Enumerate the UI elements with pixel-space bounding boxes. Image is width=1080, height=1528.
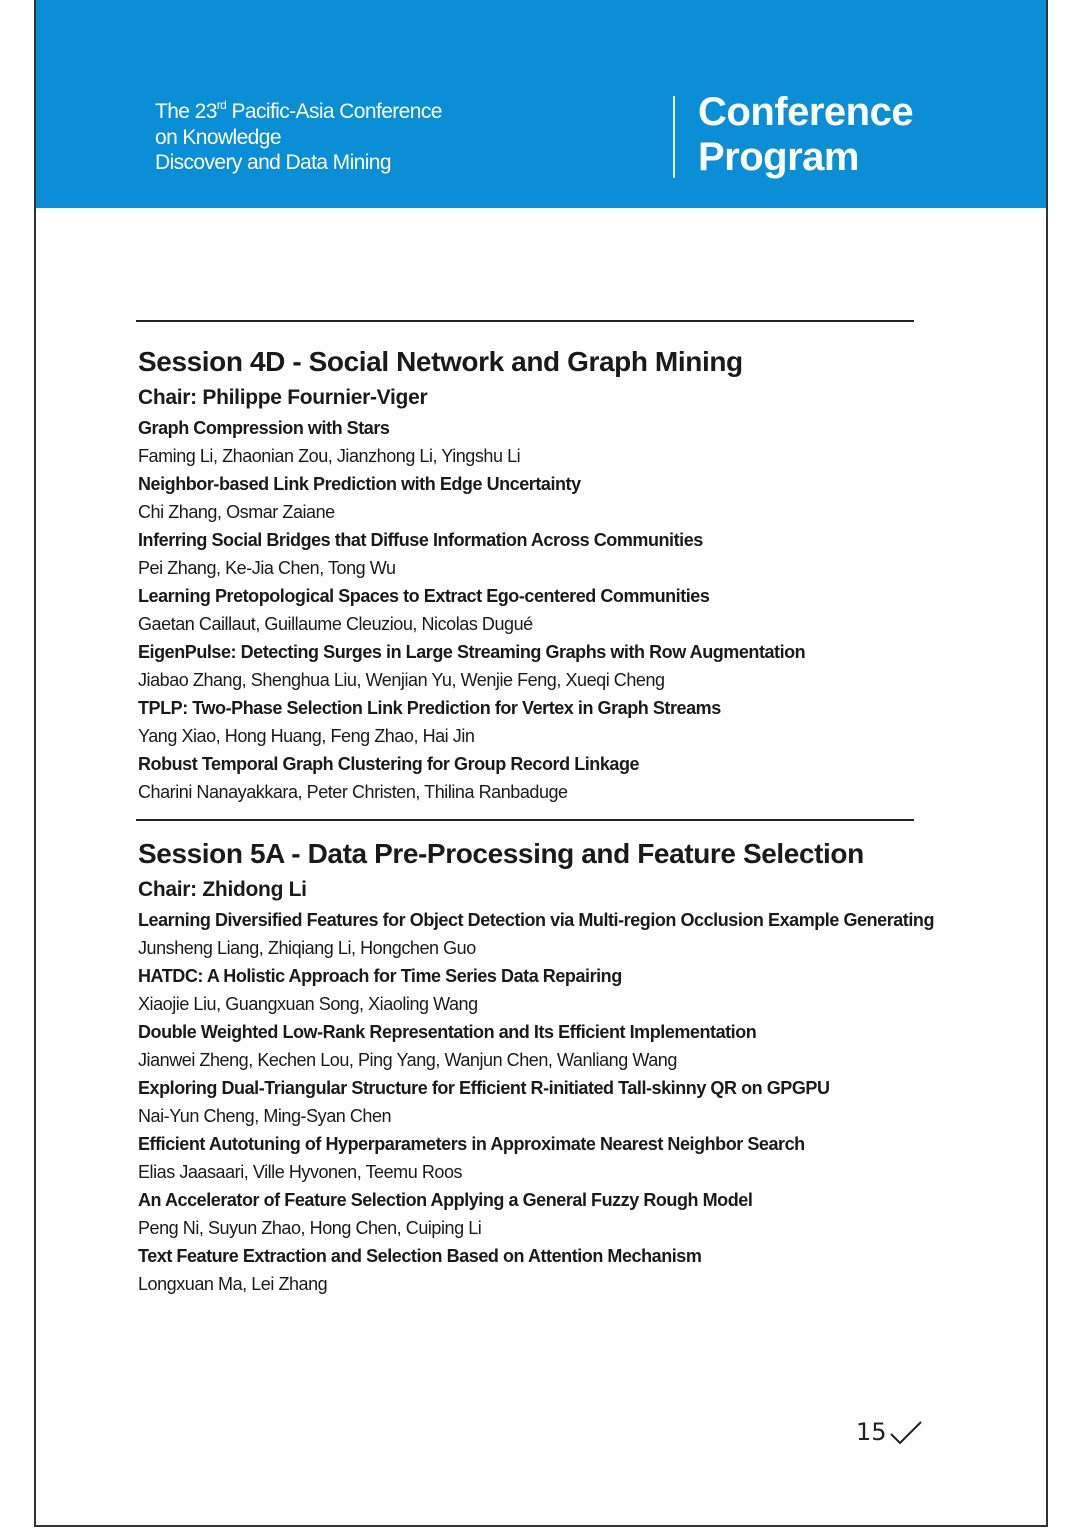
- session-chair: Chair: Philippe Fournier-Viger: [138, 386, 428, 409]
- session-title: Session 4D - Social Network and Graph Mining: [138, 346, 743, 377]
- header-divider: [673, 96, 675, 178]
- program-title: [698, 90, 913, 180]
- program-page: [34, 0, 1048, 1527]
- paper-title: Learning Diversified Features for Object Detection via Multi-region Occlusion Example Generating: [138, 910, 934, 930]
- paper-title: Inferring Social Bridges that Diffuse Information Across Communities: [138, 530, 703, 550]
- conference-name: [155, 99, 442, 176]
- paper-title: Text Feature Extraction and Selection Based on Attention Mechanism: [138, 1246, 702, 1266]
- paper-authors: Nai-Yun Cheng, Ming-Syan Chen: [138, 1106, 392, 1126]
- paper-title: TPLP: Two-Phase Selection Link Prediction for Vertex in Graph Streams: [138, 698, 721, 718]
- paper-authors: Elias Jaasaari, Ville Hyvonen, Teemu Roos: [138, 1162, 463, 1182]
- paper-authors: Charini Nanayakkara, Peter Christen, Thilina Ranbaduge: [138, 782, 568, 802]
- program-title-line-2: Program: [698, 135, 859, 179]
- paper-title: HATDC: A Holistic Approach for Time Series Data Repairing: [138, 966, 622, 986]
- checkmark-icon: [889, 1420, 923, 1446]
- conference-line-3: Discovery and Data Mining: [155, 151, 391, 174]
- paper-title: Graph Compression with Stars: [138, 418, 390, 438]
- paper-authors: Faming Li, Zhaonian Zou, Jianzhong Li, Yingshu Li: [138, 446, 521, 466]
- conference-line-1: The 23: [155, 100, 217, 123]
- paper-title: Neighbor-based Link Prediction with Edge Uncertainty: [138, 474, 581, 494]
- page-number: [856, 1418, 923, 1446]
- ordinal-suffix: rd: [216, 98, 227, 112]
- section-divider: [136, 819, 914, 821]
- page-number-text: 15: [856, 1418, 887, 1446]
- paper-authors: Pei Zhang, Ke-Jia Chen, Tong Wu: [138, 558, 396, 578]
- paper-title: Robust Temporal Graph Clustering for Group Record Linkage: [138, 754, 640, 774]
- paper-title: EigenPulse: Detecting Surges in Large Streaming Graphs with Row Augmentation: [138, 642, 806, 662]
- paper-title: Exploring Dual-Triangular Structure for Efficient R-initiated Tall-skinny QR on GPGPU: [138, 1078, 830, 1098]
- session-5a: [138, 834, 938, 1298]
- paper-authors: Xiaojie Liu, Guangxuan Song, Xiaoling Wang: [138, 994, 478, 1014]
- paper-title: Efficient Autotuning of Hyperparameters in Approximate Nearest Neighbor Search: [138, 1134, 805, 1154]
- session-4d: [138, 342, 938, 806]
- paper-authors: Longxuan Ma, Lei Zhang: [138, 1274, 328, 1294]
- conference-line-2: on Knowledge: [155, 125, 281, 149]
- paper-authors: Gaetan Caillaut, Guillaume Cleuziou, Nicolas Dugué: [138, 614, 533, 634]
- session-title: Session 5A - Data Pre-Processing and Feature Selection: [138, 838, 864, 869]
- paper-title: Learning Pretopological Spaces to Extract Ego-centered Communities: [138, 586, 710, 606]
- paper-authors: Jianwei Zheng, Kechen Lou, Ping Yang, Wanjun Chen, Wanliang Wang: [138, 1050, 677, 1070]
- paper-title: Double Weighted Low-Rank Representation and Its Efficient Implementation: [138, 1022, 757, 1042]
- paper-authors: Yang Xiao, Hong Huang, Feng Zhao, Hai Jin: [138, 726, 475, 746]
- paper-title: An Accelerator of Feature Selection Applying a General Fuzzy Rough Model: [138, 1190, 753, 1210]
- header-banner: [36, 0, 1046, 208]
- paper-authors: Jiabao Zhang, Shenghua Liu, Wenjian Yu, Wenjie Feng, Xueqi Cheng: [138, 670, 665, 690]
- program-title-line-1: Conference: [698, 90, 914, 134]
- conference-line-1-rest: Pacific-Asia Conference: [226, 100, 442, 123]
- paper-authors: Chi Zhang, Osmar Zaiane: [138, 502, 335, 522]
- session-chair: Chair: Zhidong Li: [138, 878, 307, 901]
- section-divider: [136, 320, 914, 322]
- paper-authors: Peng Ni, Suyun Zhao, Hong Chen, Cuiping Li: [138, 1218, 482, 1238]
- paper-authors: Junsheng Liang, Zhiqiang Li, Hongchen Guo: [138, 938, 476, 958]
